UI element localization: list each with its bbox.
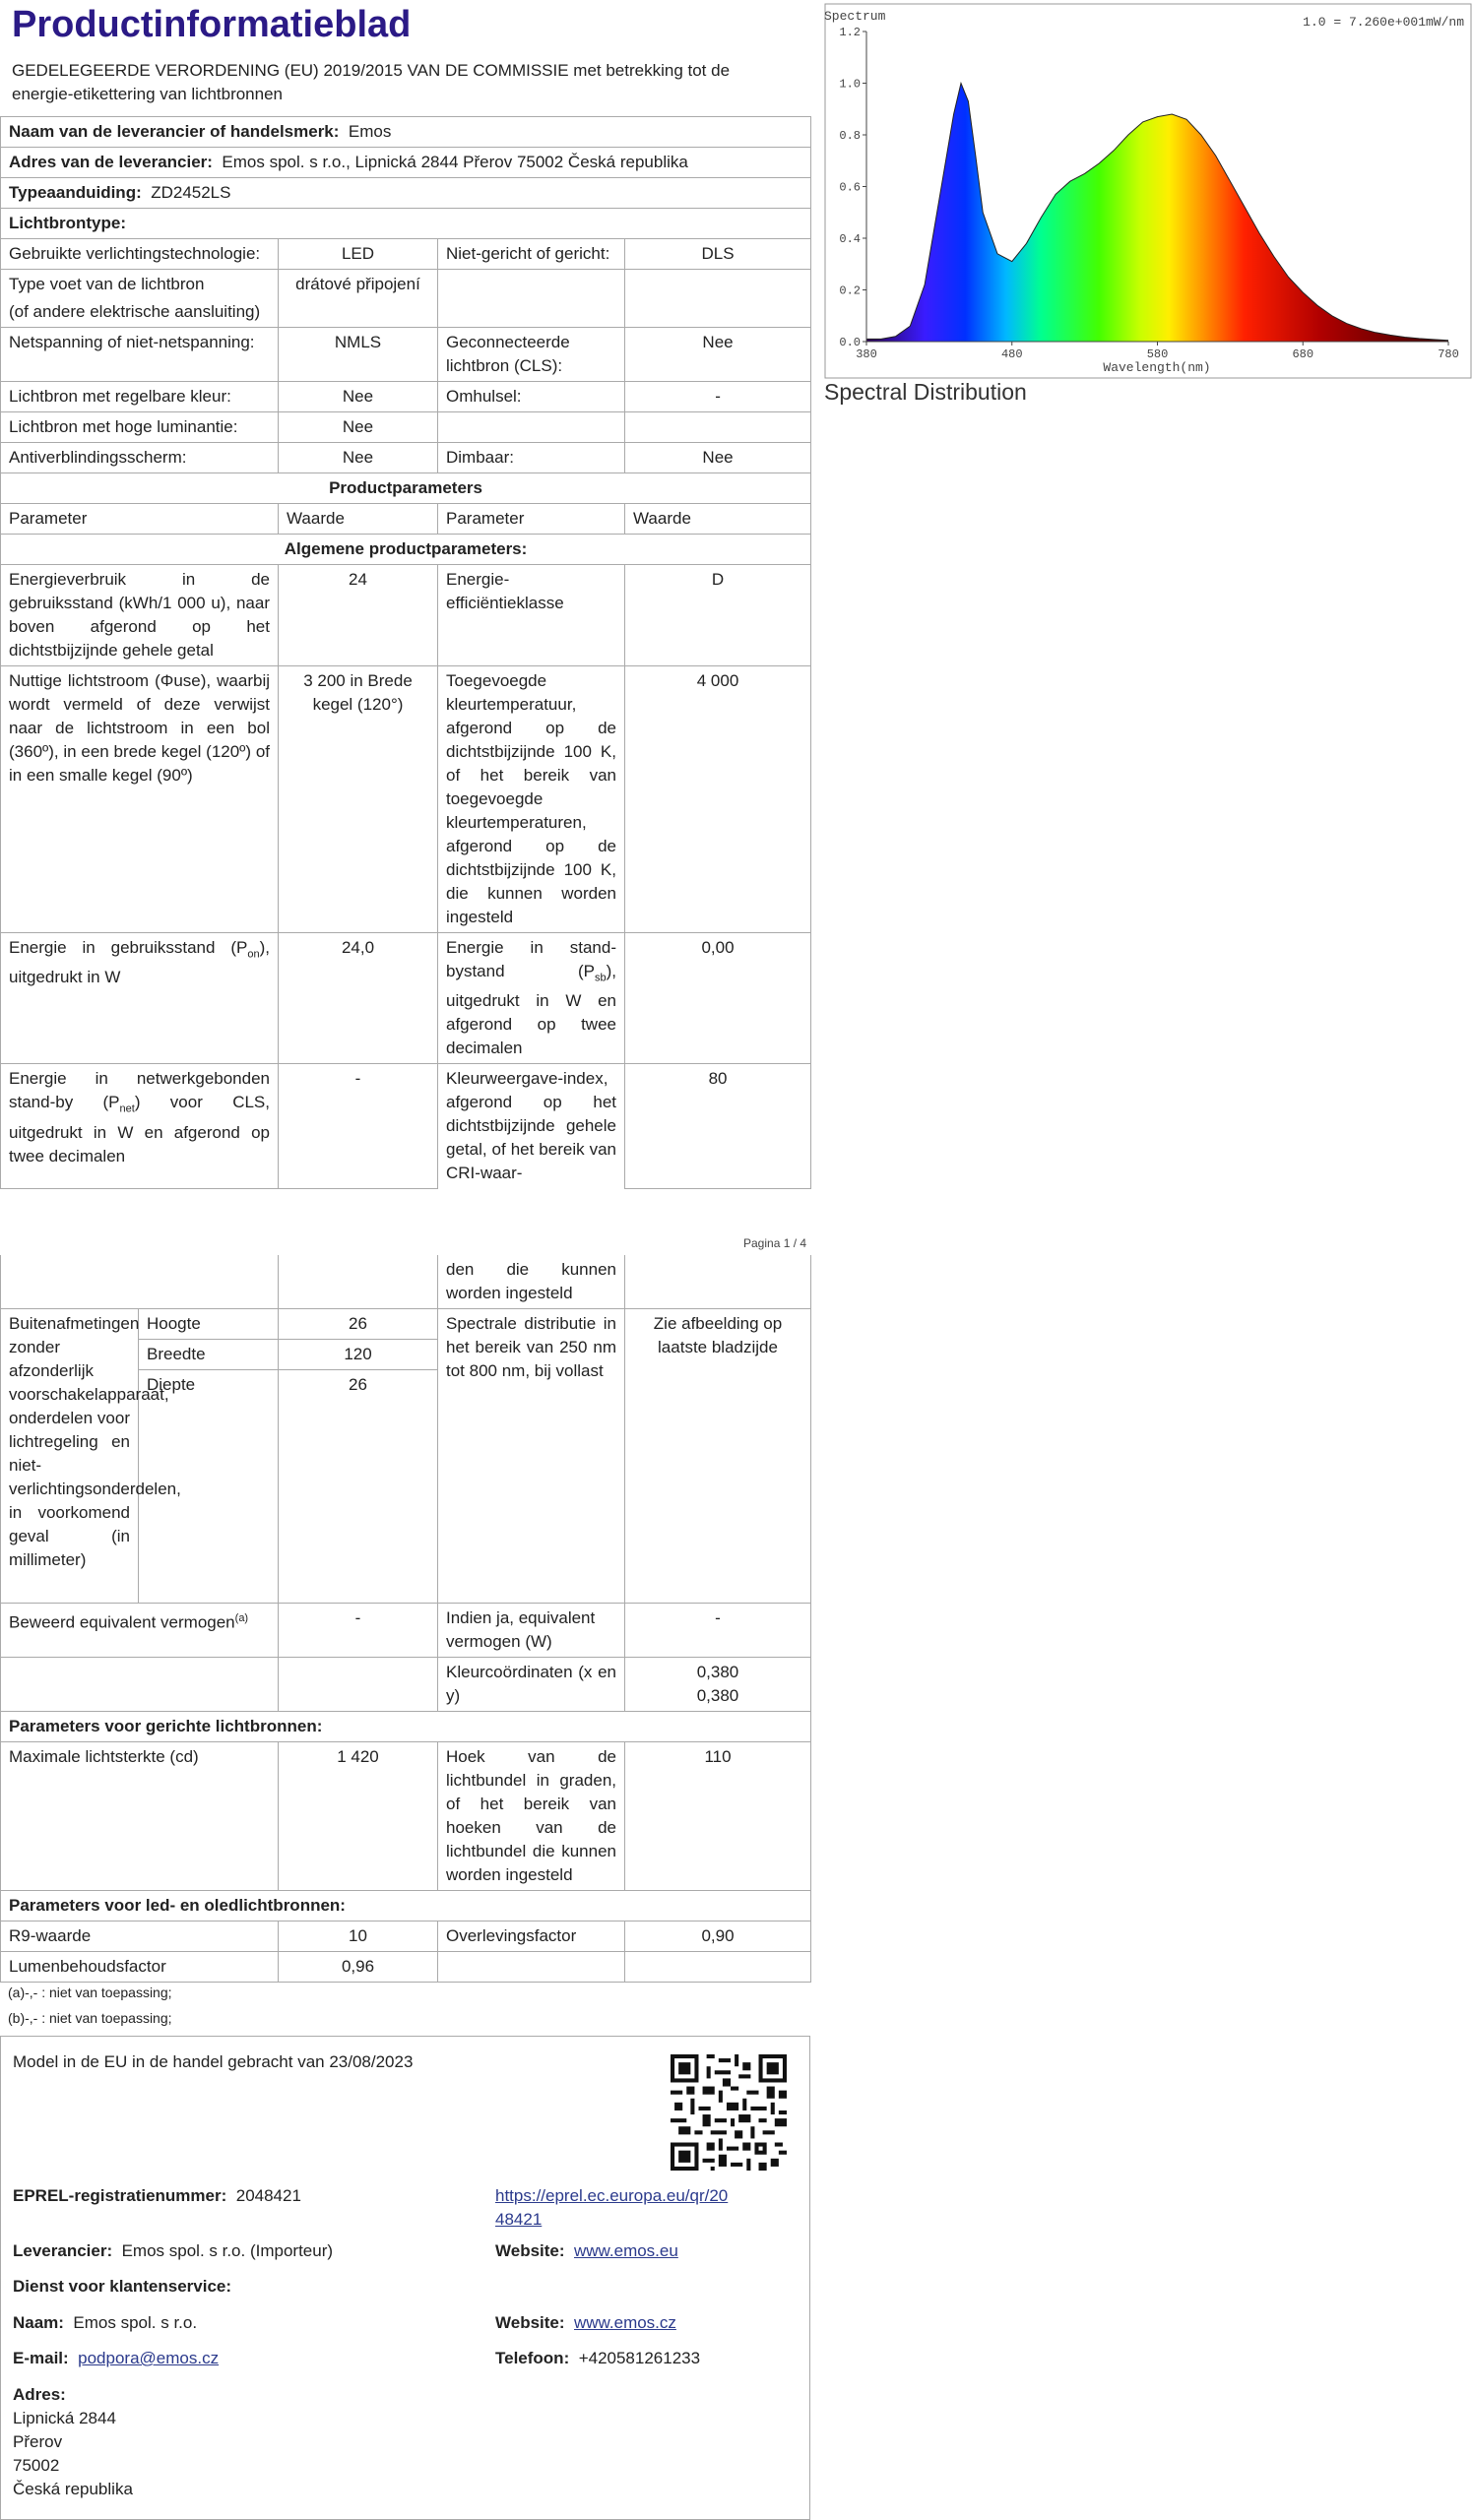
intensity-value: 1 420 bbox=[279, 1742, 438, 1891]
service-name-value: Emos spol. s r.o. bbox=[73, 2313, 198, 2332]
website-link-service[interactable]: www.emos.cz bbox=[574, 2313, 676, 2332]
colour-value: Nee bbox=[279, 382, 438, 412]
general-params-heading: Algemene productparameters: bbox=[1, 535, 811, 565]
table-row bbox=[1, 1922, 811, 1952]
tech-label: Gebruikte verlichtingstechnologie: bbox=[1, 239, 279, 270]
table-row bbox=[1, 1742, 811, 1891]
x-tick-label: 480 bbox=[1000, 347, 1023, 361]
table-row bbox=[1, 382, 811, 412]
product-params-heading: Productparameters bbox=[1, 473, 811, 504]
class-label: Energie-efficiëntieklasse bbox=[438, 565, 625, 666]
table-row bbox=[1, 565, 811, 666]
survival-value: 0,90 bbox=[625, 1922, 811, 1952]
lightsource-heading-row bbox=[1, 209, 811, 239]
y-tick-label: 1.0 bbox=[839, 77, 861, 92]
ifyes-label: Indien ja, equivalent vermogen (W) bbox=[438, 1604, 625, 1658]
chroma-label: Kleurcoördinaten (x en y) bbox=[438, 1658, 625, 1712]
flux-label: Nuttige lichtstroom (Φuse), waarbij wordt vermeld of deze verwijst naar de lichtstroom in een bol (360º), in een brede kegel (120º) of in een smalle kegel (90º) bbox=[1, 666, 279, 933]
led-heading-row bbox=[1, 1891, 811, 1922]
col-value-1: Waarde bbox=[279, 504, 438, 535]
directional-heading-row bbox=[1, 1712, 811, 1742]
flux-value: 3 200 in Brede kegel (120°) bbox=[279, 666, 438, 933]
cap-label-line2: (of andere elektrische aansluiting) bbox=[9, 302, 261, 321]
cls-value: Nee bbox=[625, 328, 811, 382]
dims-label: Buitenafmetingen zonder afzonderlijk voorschakelapparaat, onderdelen voor lichtregeling en niet-verlichtingsonderdelen, in voorkomend geval (in millimeter) bbox=[1, 1309, 139, 1604]
page-1 bbox=[0, 0, 810, 1250]
phone-value: +420581261233 bbox=[578, 2349, 701, 2367]
supplier-address-row bbox=[1, 148, 811, 178]
col-param-1: Parameter bbox=[1, 504, 279, 535]
psb-value: 0,00 bbox=[625, 933, 811, 1064]
type-row bbox=[1, 178, 811, 209]
class-value: D bbox=[625, 565, 811, 666]
height-label: Hoogte bbox=[139, 1309, 279, 1340]
website-link-importer[interactable]: www.emos.eu bbox=[574, 2241, 678, 2260]
x-tick-label: 780 bbox=[1438, 347, 1459, 361]
cct-value: 4 000 bbox=[625, 666, 811, 933]
table-row bbox=[1, 1952, 811, 1983]
y-tick-labels bbox=[839, 26, 866, 349]
service-heading: Dienst voor klantenservice: bbox=[13, 2277, 232, 2296]
chroma-x: 0,380 bbox=[696, 1663, 739, 1681]
cap-label-line1: Type voet van de lichtbron bbox=[9, 275, 205, 293]
table-row bbox=[1, 933, 811, 1064]
table-row bbox=[1, 1255, 811, 1309]
width-label: Breedte bbox=[139, 1340, 279, 1370]
envelope-value: - bbox=[625, 382, 811, 412]
table-row bbox=[1, 443, 811, 473]
y-tick-label: 0.6 bbox=[839, 180, 861, 195]
spectrum-chart bbox=[824, 0, 1472, 379]
lumen-value: 0,96 bbox=[279, 1952, 438, 1983]
chroma-y: 0,380 bbox=[696, 1686, 739, 1705]
survival-label: Overlevingsfactor bbox=[438, 1922, 625, 1952]
energy-label: Energieverbruik in de gebruiksstand (kWh/1 000 u), naar boven afgerond op het dichtstbijzijnde gehele getal bbox=[1, 565, 279, 666]
website-label-importer: Website: bbox=[495, 2241, 565, 2260]
eprel-footer bbox=[0, 2036, 810, 2520]
y-tick-label: 0.0 bbox=[839, 336, 861, 349]
page-title: Productinformatieblad bbox=[12, 4, 412, 45]
lumen-label: Lumenbehoudsfactor bbox=[1, 1952, 279, 1983]
column-header-row bbox=[1, 504, 811, 535]
energy-value: 24 bbox=[279, 565, 438, 666]
product-info-table bbox=[0, 116, 811, 1189]
service-name-label: Naam: bbox=[13, 2313, 64, 2332]
eprel-value: 2048421 bbox=[235, 2186, 301, 2205]
address-line: Lipnická 2844 bbox=[13, 2409, 116, 2427]
type-value: ZD2452LS bbox=[151, 183, 231, 202]
highlum-value: Nee bbox=[279, 412, 438, 443]
chart-title: Spectrum bbox=[824, 9, 886, 24]
nondir-value: DLS bbox=[625, 239, 811, 270]
directional-heading: Parameters voor gerichte lichtbronnen: bbox=[1, 1712, 811, 1742]
psb-label: Energie in stand-bystand $(P_{sb})$, uitgedrukt in W en afgerond op twee decimalen bbox=[438, 933, 625, 1064]
highlum-label: Lichtbron met hoge luminantie: bbox=[1, 412, 279, 443]
phone-label: Telefoon: bbox=[495, 2349, 570, 2367]
placed-on-market: Model in de EU in de handel gebracht van 23/08/2023 bbox=[13, 2052, 414, 2071]
type-label: Typeaanduiding: bbox=[9, 183, 142, 202]
y-tick-label: 1.2 bbox=[839, 26, 861, 39]
cls-label: Geconnecteerde lichtbron (CLS): bbox=[438, 328, 625, 382]
tech-value: LED bbox=[279, 239, 438, 270]
address-label: Adres: bbox=[13, 2385, 66, 2404]
pon-label: Energie in gebruiksstand $(P_{on})$, uitgedrukt in W bbox=[1, 933, 279, 1064]
x-tick-labels bbox=[856, 342, 1459, 361]
col-value-2: Waarde bbox=[625, 504, 811, 535]
mains-label: Netspanning of niet-netspanning: bbox=[1, 328, 279, 382]
eqpower-value: - bbox=[279, 1604, 438, 1658]
col-param-2: Parameter bbox=[438, 504, 625, 535]
table-row bbox=[1, 1309, 811, 1340]
table-row bbox=[1, 1604, 811, 1658]
qr-code-icon bbox=[671, 2054, 787, 2171]
regulation-subtitle: GEDELEGEERDE VERORDENING (EU) 2019/2015 VAN DE COMMISSIE met betrekking tot de energie-etikettering van lichtbronnen bbox=[12, 61, 731, 103]
dim-label: Dimbaar: bbox=[438, 443, 625, 473]
x-tick-label: 580 bbox=[1146, 347, 1169, 361]
table-row bbox=[1, 1658, 811, 1712]
chart-annotation: 1.0 = 7.260e+001mW/nm bbox=[1303, 15, 1464, 30]
cri-label-part2: den die kunnen worden ingesteld bbox=[438, 1255, 625, 1309]
product-info-table-continued bbox=[0, 1255, 811, 1983]
supplier-address-value: Emos spol. s r.o., Lipnická 2844 Přerov 75002 Česká republika bbox=[222, 153, 688, 171]
width-value: 120 bbox=[279, 1340, 438, 1370]
table-row bbox=[1, 666, 811, 933]
table-row bbox=[1, 270, 811, 328]
address-line: Česká republika bbox=[13, 2480, 133, 2498]
eprel-link[interactable]: https://eprel.ec.europa.eu/qr/20 48421 bbox=[495, 2186, 729, 2229]
x-tick-label: 680 bbox=[1292, 347, 1314, 361]
general-params-heading-row bbox=[1, 535, 811, 565]
ifyes-value: - bbox=[625, 1604, 811, 1658]
email-link[interactable]: podpora@emos.cz bbox=[78, 2349, 220, 2367]
supplier-name-label: Naam van de leverancier of handelsmerk: bbox=[9, 122, 340, 141]
eprel-label: EPREL-registratienummer: bbox=[13, 2186, 227, 2205]
depth-label: Diepte bbox=[139, 1370, 279, 1604]
intensity-label: Maximale lichtsterkte (cd) bbox=[1, 1742, 279, 1891]
table-row bbox=[1, 1064, 811, 1189]
y-tick-label: 0.8 bbox=[839, 129, 861, 143]
spectrum-caption: Spectral Distribution bbox=[824, 379, 1027, 405]
y-tick-label: 0.4 bbox=[839, 232, 861, 246]
beam-value: 110 bbox=[625, 1742, 811, 1891]
pnet-label: Energie in netwerkgebonden stand-by $(P_{net})$ voor CLS, uitgedrukt in W en afgerond op twee decimalen bbox=[1, 1064, 279, 1189]
colour-label: Lichtbron met regelbare kleur: bbox=[1, 382, 279, 412]
cri-label-part1: Kleurweergave-index, afgerond op het dichtstbijzijnde gehele getal, of het bereik van CRI-waar- bbox=[438, 1064, 625, 1189]
spd-label: Spectrale distributie in het bereik van 250 nm tot 800 nm, bij vollast bbox=[438, 1309, 625, 1604]
glare-label: Antiverblindingsscherm: bbox=[1, 443, 279, 473]
address-line: Přerov bbox=[13, 2432, 63, 2451]
pnet-value: - bbox=[279, 1064, 438, 1189]
table-row bbox=[1, 328, 811, 382]
spd-value: Zie afbeelding op laatste bladzijde bbox=[625, 1309, 811, 1604]
supplier-name-value: Emos bbox=[348, 122, 392, 141]
height-value: 26 bbox=[279, 1309, 438, 1340]
beam-label: Hoek van de lichtbundel in graden, of het bereik van hoeken van de lichtbundel die kunnen worden ingesteld bbox=[438, 1742, 625, 1891]
table-row bbox=[1, 412, 811, 443]
importer-value: Emos spol. s r.o. (Importeur) bbox=[121, 2241, 334, 2260]
website-label-service: Website: bbox=[495, 2313, 565, 2332]
x-axis-label: Wavelength(nm) bbox=[1103, 360, 1211, 375]
eqpower-label: Beweerd equivalent vermogen$^{(a)}$ bbox=[1, 1604, 279, 1658]
envelope-label: Omhulsel: bbox=[438, 382, 625, 412]
chroma-values bbox=[625, 1658, 811, 1712]
cap-value: drátové připojení bbox=[279, 270, 438, 328]
product-params-heading-row bbox=[1, 473, 811, 504]
glare-value: Nee bbox=[279, 443, 438, 473]
importer-label: Leverancier: bbox=[13, 2241, 113, 2260]
depth-value: 26 bbox=[279, 1370, 438, 1604]
r9-label: R9-waarde bbox=[1, 1922, 279, 1952]
footnote-a: (a)-,- : niet van toepassing; bbox=[8, 1984, 172, 2000]
mains-value: NMLS bbox=[279, 328, 438, 382]
footnote-b: (b)-,- : niet van toepassing; bbox=[8, 2010, 172, 2026]
dim-value: Nee bbox=[625, 443, 811, 473]
pon-value: 24,0 bbox=[279, 933, 438, 1064]
email-label: E-mail: bbox=[13, 2349, 69, 2367]
lightsource-heading: Lichtbrontype: bbox=[1, 209, 811, 239]
supplier-address-label: Adres van de leverancier: bbox=[9, 153, 213, 171]
address-line: 75002 bbox=[13, 2456, 60, 2475]
table-row bbox=[1, 239, 811, 270]
x-tick-label: 380 bbox=[856, 347, 877, 361]
led-heading: Parameters voor led- en oledlichtbronnen: bbox=[1, 1891, 811, 1922]
cct-label: Toegevoegde kleurtemperatuur, afgerond op de dichtstbijzijnde 100 K, of het bereik van toegevoegde kleurtemperaturen, afgerond op de dichtstbijzijnde 100 K, die kunnen worden ingesteld bbox=[438, 666, 625, 933]
nondir-label: Niet-gericht of gericht: bbox=[438, 239, 625, 270]
supplier-name-row bbox=[1, 117, 811, 148]
cri-value: 80 bbox=[625, 1064, 811, 1189]
r9-value: 10 bbox=[279, 1922, 438, 1952]
spectrum-area bbox=[866, 84, 1448, 343]
y-tick-label: 0.2 bbox=[839, 284, 861, 298]
page-number: Pagina 1 / 4 bbox=[743, 1236, 807, 1250]
address-lines bbox=[13, 2407, 133, 2501]
